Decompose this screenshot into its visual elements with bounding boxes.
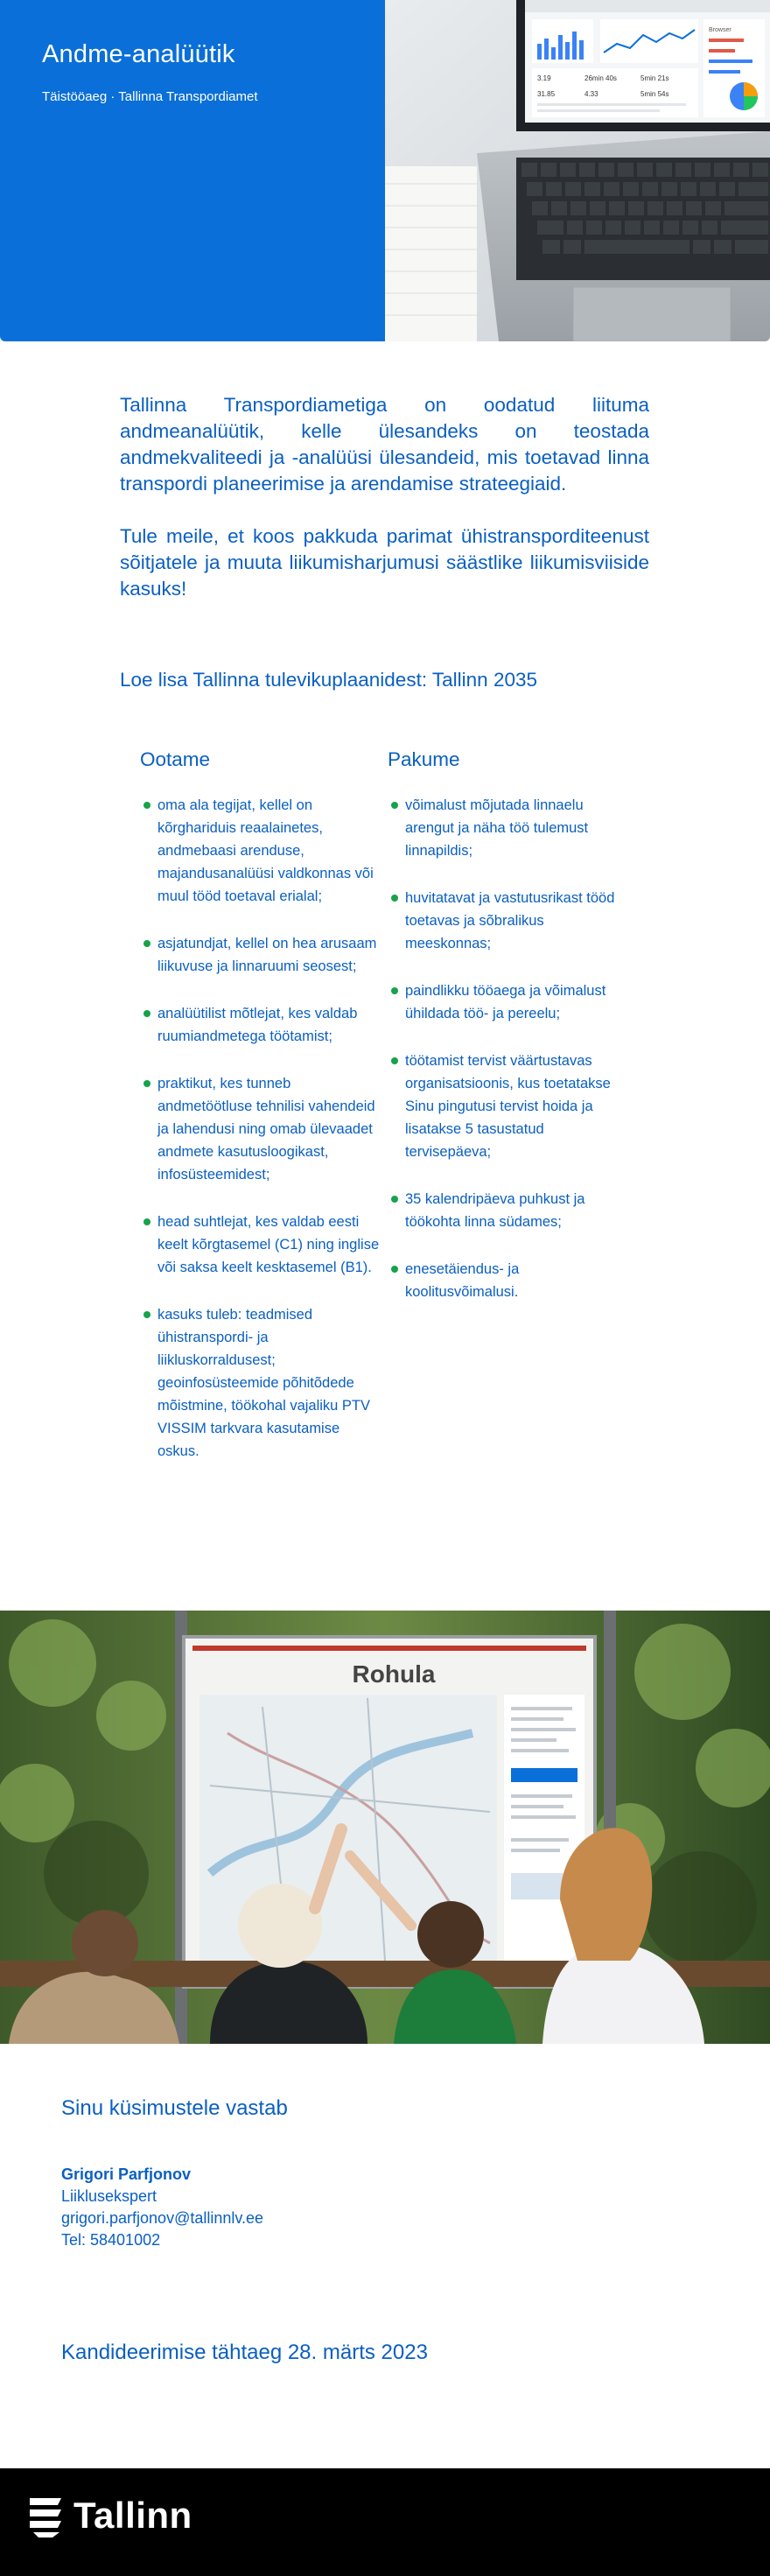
list-item: [140, 1072, 381, 1186]
job-subtitle: Täistööaeg · Tallinna Transpordiamet: [42, 89, 258, 104]
job-title: Andme-analüütik: [42, 40, 235, 68]
bullet-dot-icon: [144, 940, 150, 947]
bus-stop-sign-text: Rohula: [352, 1660, 436, 1688]
offer-heading: Pakume: [388, 748, 460, 770]
list-item: [140, 1211, 381, 1279]
list-item-text: huvitatavat ja vastutusrikast tööd toetavas ja sõbralikus meeskonnas;: [405, 890, 615, 951]
intro-paragraph: Tallinna Transpordiametiga on oodatud liituma andmeanalüütik, kelle ülesandeks on teostada andmekvaliteedi ja -analüüsi ülesandeid, mis toetavad linna transpordi planeerimise ja arendamise strateegiaid.: [120, 394, 649, 495]
list-item-text: asjatundjat, kellel on hea arusaam liikuvuse ja linnaruumi seosest;: [158, 936, 377, 974]
list-item-text: kasuks tuleb: teadmised ühistranspordi- ja liikluskorraldusest; geoinfosüsteemide põhitõdede mõistmine, töökohal vajaliku PTV VISSIM tarkvara kasutamise oskus.: [158, 1307, 371, 1459]
contact-title: Sinu küsimustele vastab: [61, 2096, 288, 2120]
bullet-dot-icon: [144, 1080, 150, 1087]
contact-card: [61, 2164, 263, 2251]
bullet-dot-icon: [391, 1196, 398, 1203]
list-item: [388, 794, 628, 862]
bus-stop-photo: [0, 1611, 770, 2044]
list-item-text: paindlikku tööaega ja võimalust ühildada töö- ja pereelu;: [405, 983, 606, 1021]
list-item-text: analüütilist mõtlejat, kes valdab ruumiandmetega töötamist;: [158, 1006, 358, 1044]
list-item-text: enesetäiendus- ja koolitusvõimalusi.: [405, 1261, 520, 1300]
application-deadline: Kandideerimise tähtaeg 28. märts 2023: [61, 2341, 428, 2364]
bullet-dot-icon: [391, 802, 398, 809]
list-item: [140, 932, 381, 978]
contact-name: Grigori Parfjonov: [61, 2165, 192, 2183]
list-item: [388, 1049, 628, 1163]
list-item-text: oma ala tegijat, kellel on kõrghariduis reaalainetes, andmebaasi arenduse, majandusanalüüsi valdkonnas või muul tööd toetaval erialal;: [158, 797, 374, 904]
tallinn-logo-icon: [26, 2495, 65, 2543]
bullet-dot-icon: [391, 987, 398, 994]
bullet-dot-icon: [391, 895, 398, 902]
list-item: [388, 1258, 628, 1303]
list-item-text: 35 kalendripäeva puhkust ja töökohta linna südames;: [405, 1191, 585, 1230]
tallinn-2035-link[interactable]: Loe lisa Tallinna tulevikuplaanidest: Tallinn 2035: [120, 669, 538, 691]
list-item-text: head suhtlejat, kes valdab eesti keelt kõrgtasemel (C1) ning inglise või saksa keelt kesktasemel (B1).: [158, 1214, 380, 1275]
screen-stat: 31.85: [537, 90, 556, 98]
hero-blue-panel: [0, 0, 385, 341]
intro-paragraph: Tule meile, et koos pakkuda parimat ühistransporditeenust sõitjatele ja muuta liikumisharjumusi säästlike liikumisviiside kasuks!: [120, 525, 649, 600]
bullet-dot-icon: [144, 1311, 150, 1318]
expect-column: [140, 748, 381, 1487]
intro-text: [120, 392, 649, 602]
expect-list: [140, 794, 381, 1463]
screen-stat: 26min 40s: [584, 74, 617, 82]
contact-email-link[interactable]: grigori.parfjonov@tallinnlv.ee: [61, 2209, 264, 2227]
offer-column: [388, 748, 628, 1328]
contact-phone[interactable]: Tel: 58401002: [61, 2231, 161, 2249]
footer: [0, 2468, 770, 2576]
screen-panel-label: Browser: [709, 27, 732, 33]
list-item-text: võimalust mõjutada linnaelu arengut ja näha töö tulemust linnapildis;: [405, 797, 589, 859]
expect-heading: Ootame: [140, 748, 211, 770]
list-item-text: töötamist tervist väärtustavas organisatsioonis, kus toetatakse Sinu pingutusi tervist hoida ja lisatakse 5 tasustatud tervisepäeva;: [405, 1053, 611, 1160]
screen-stat: 5min 21s: [640, 74, 669, 82]
list-item: [388, 979, 628, 1025]
list-item: [140, 794, 381, 908]
bullet-dot-icon: [391, 1057, 398, 1064]
hero-banner: [0, 0, 770, 341]
tallinn-logo-text[interactable]: Tallinn: [74, 2495, 192, 2536]
list-item: [140, 1002, 381, 1048]
bullet-dot-icon: [144, 1218, 150, 1225]
screen-stat: 5min 54s: [640, 90, 669, 98]
list-item: [388, 887, 628, 955]
bullet-dot-icon: [391, 1266, 398, 1273]
bullet-dot-icon: [144, 1010, 150, 1017]
list-item: [140, 1303, 381, 1463]
bullet-dot-icon: [144, 802, 150, 809]
contact-role: Liiklusekspert: [61, 2187, 158, 2205]
offer-list: [388, 794, 628, 1303]
screen-stat: 3.19: [537, 74, 551, 82]
list-item: [388, 1188, 628, 1233]
list-item-text: praktikut, kes tunneb andmetöötluse tehnilisi vahendeid ja lahendusi ning omab ülevaadet andmete kasutusloogikast, infosüsteemidest;: [158, 1076, 375, 1183]
screen-stat: 4.33: [584, 90, 598, 98]
laptop-photo: [385, 0, 770, 341]
